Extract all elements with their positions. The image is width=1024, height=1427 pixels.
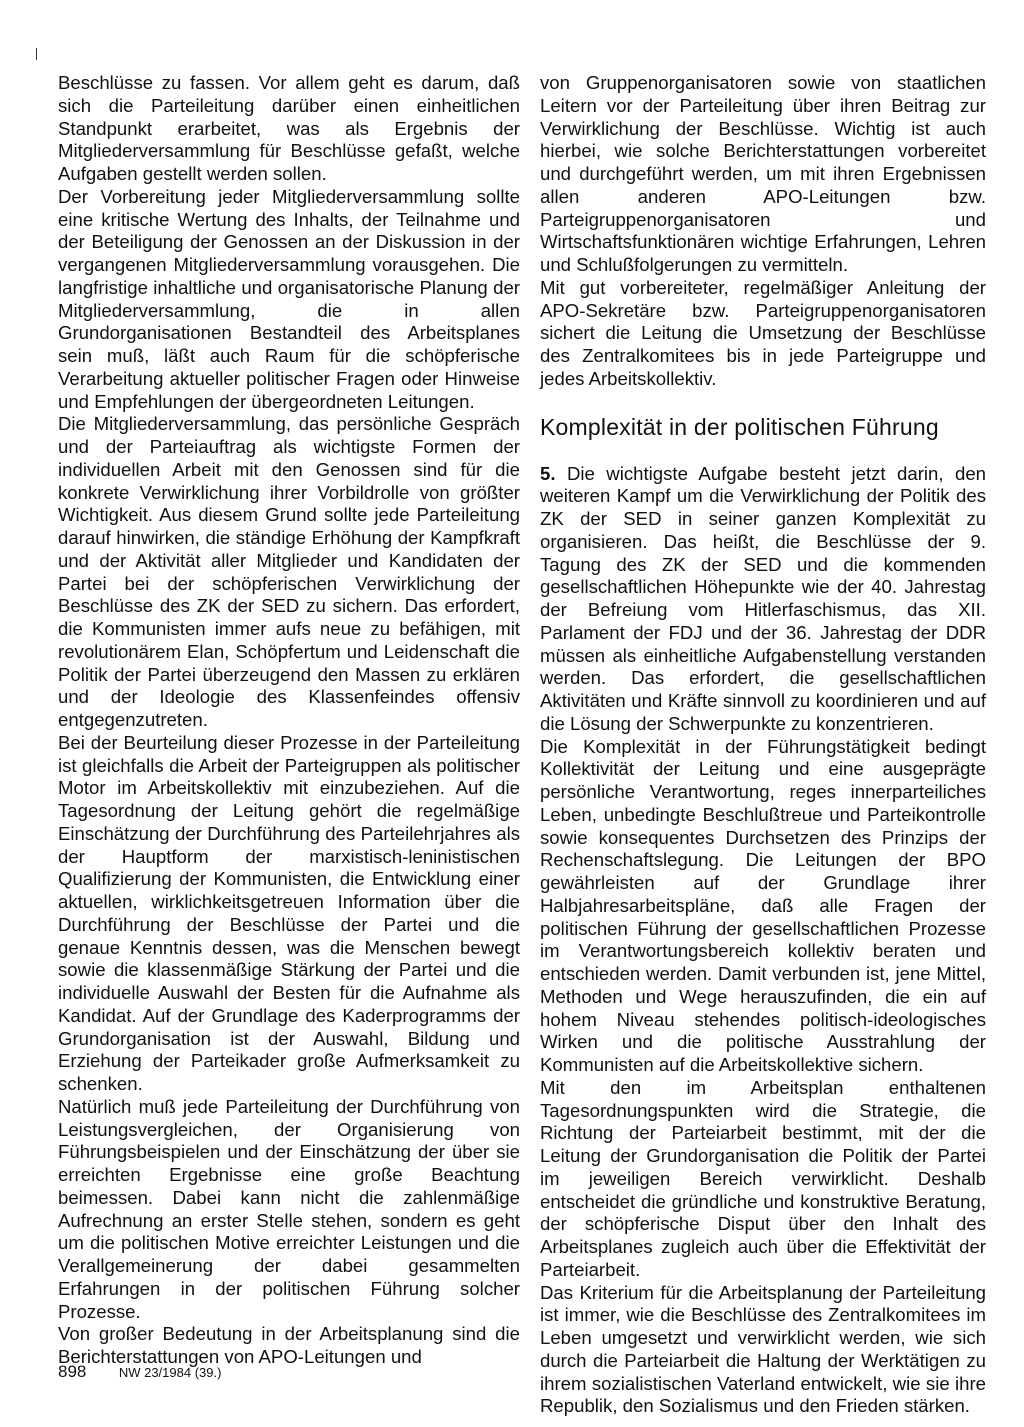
paragraph-number: 5.	[540, 462, 556, 484]
paragraph: Natürlich muß jede Parteileitung der Durchführung von Leistungsvergleichen, der Organisierung von Führungsbeispielen und der Einschätzung der über sie erreichten Ergebnisse eine große Beachtung beimessen. Dabei kann nicht die zahlenmäßige Aufrechnung an erster Stelle stehen, sondern es geht um die politischen Motive erreichter Leistungen und die Verallgemeinerung der dabei gesammelten Erfahrungen in der politischen Führung solcher Prozesse.	[58, 1095, 520, 1322]
paragraph: Das Kriterium für die Arbeitsplanung der Parteileitung ist immer, wie die Beschlüsse des Zentralkomitees im Leben umgesetzt und verwirklicht werden, wie sich durch die Parteiarbeit die Haltung der Werktätigen zu ihrem sozialistischen Vaterland entwickelt, wie sie ihre Republik, den Sozialismus und den Frieden stärken.	[540, 1281, 986, 1417]
issue-reference: NW 23/1984 (39.)	[118, 1365, 222, 1380]
scan-speck	[36, 48, 37, 60]
paragraph: Von großer Bedeutung in der Arbeitsplanung sind die Berichterstattungen von APO-Leitungen und	[58, 1323, 520, 1367]
section-heading: Komplexität in der politischen Führung	[540, 413, 939, 440]
paragraph: von Gruppenorganisatoren sowie von staatlichen Leitern vor der Parteileitung über ihren Beitrag zur Verwirklichung der Beschlüsse. Wichtig ist auch hierbei, wie solche Berichterstattungen vorbereitet und durchgeführt werden, um mit ihren Ergebnissen allen anderen APO-Leitungen bzw. Parteigruppenorganisatoren und Wirtschaftsfunktionären wichtige Erfahrungen, Lehren und Schlußfolgerungen zu vermitteln.	[540, 72, 986, 275]
page-footer	[58, 1362, 458, 1383]
paragraph: Beschlüsse zu fassen. Vor allem geht es darum, daß sich die Parteileitung darüber einen einheitlichen Standpunkt erarbeitet, was als Ergebnis der Mitgliederversammlung für Beschlüsse gefaßt, welche Aufgaben gestellt werden sollen.	[58, 72, 520, 184]
left-column	[58, 72, 520, 1369]
numbered-paragraph	[540, 463, 986, 736]
paragraph: Mit gut vorbereiteter, regelmäßiger Anleitung der APO-Sekretäre bzw. Parteigruppenorganisatoren sichert die Leitung die Umsetzung der Beschlüsse des Zentralkomitees bis in jede Parteigruppe und jedes Arbeitskollektiv.	[540, 276, 986, 389]
paragraph: Die Mitgliederversammlung, das persönliche Gespräch und der Parteiauftrag als wichtigste Formen der individuellen Arbeit mit den Genossen sind für die konkrete Verwirklichung ihrer Vorbildrolle von größter Wichtigkeit. Aus diesem Grund sollte jede Parteileitung darauf hinwirken, die ständige Erhöhung der Kampfkraft und der Aktivität aller Mitglieder und Kandidaten der Partei bei der schöpferischen Verwirklichung der Beschlüsse des ZK der SED zu sichern. Das erfordert, die Kommunisten immer aufs neue zu befähigen, mit revolutionärem Elan, Schöpfertum und Leidenschaft die Politik der Partei überzeugend den Massen zu erklären und der Ideologie des Klassenfeindes offensiv entgegenzutreten.	[58, 413, 520, 730]
paragraph: Mit den im Arbeitsplan enthaltenen Tagesordnungspunkten wird die Strategie, die Richtung der Parteiarbeit bestimmt, mit der die Leitung der Grundorganisation die Politik der Partei im jeweiligen Bereich verwirklicht. Deshalb entscheidet die gründliche und konstruktive Beratung, der schöpferische Disput über den Inhalt des Arbeitsplanes zugleich auch über die Effektivität der Parteiarbeit.	[540, 1076, 986, 1280]
page-number: 898	[58, 1362, 87, 1381]
paragraph: Die Komplexität in der Führungstätigkeit bedingt Kollektivität der Leitung und eine ausgeprägte persönliche Verantwortung, reges innerparteiliches Leben, unbedingte Beschlußtreue und Parteikontrolle sowie konsequentes Durchsetzen des Prinzips der Rechenschaftslegung. Die Leitungen der BPO gewährleisten auf der Grundlage ihrer Halbjahresarbeitspläne, daß alle Fragen der politischen Führung der gesellschaftlichen Prozesse im Verantwortungsbereich kollektiv beraten und entschieden werden. Damit verbunden ist, jene Mittel, Methoden und Wege herauszufinden, die ein auf hohem Niveau stehendes politisch-ideologisches Wirken und die politische Ausstrahlung der Kommunisten auf die Arbeitskollektive sichern.	[540, 735, 986, 1075]
paragraph-text: Die wichtigste Aufgabe besteht jetzt darin, den weiteren Kampf um die Verwirklichung der Politik des ZK der SED in seiner ganzen Komplexität zu organisieren. Das heißt, die Beschlüsse der 9. Tagung des ZK der SED und die kommenden gesellschaftlichen Höhepunkte wie der 40. Jahrestag der Befreiung vom Hitlerfaschismus, das XII. Parlament der FDJ und der 36. Jahrestag der DDR müssen als einheitliche Aufgabenstellung verstanden werden. Das erfordert, die gesellschaftlichen Aktivitäten und Kräfte sinnvoll zu koordinieren und auf die Lösung der Schwerpunkte zu konzentrieren.	[540, 462, 986, 734]
paragraph: Bei der Beurteilung dieser Prozesse in der Parteileitung ist gleichfalls die Arbeit der Parteigruppen als politischer Motor im Arbeitskollektiv mit einzubeziehen. Auf die Tagesordnung der Leitung gehört die regelmäßige Einschätzung der Durchführung des Parteilehrjahres als der Hauptform der marxistisch-leninistischen Qualifizierung der Kommunisten, die Entwicklung einer aktuellen, wirklichkeitsgetreuen Information über die Durchführung der Beschlüsse der Partei und die genaue Kenntnis dessen, was die Menschen bewegt sowie die klassenmäßige Stärkung der Partei und die individuelle Auswahl der Besten für die Aufnahme als Kandidat. Auf der Grundlage des Kaderprogramms der Grundorganisation ist der Auswahl, Bildung und Erziehung der Parteikader große Aufmerksamkeit zu schenken.	[58, 731, 520, 1094]
paragraph: Der Vorbereitung jeder Mitgliederversammlung sollte eine kritische Wertung des Inhalts, der Teilnahme und der Beteiligung der Genossen an der Diskussion in der vergangenen Mitgliederversammlung vorausgehen. Die langfristige inhaltliche und organisatorische Planung der Mitgliederversammlung, die in allen Grundorganisationen Bestandteil des Arbeitsplanes sein muß, läßt auch Raum für die schöpferische Verarbeitung aktueller politischer Fragen oder Hinweise und Empfehlungen der übergeordneten Leitungen.	[58, 185, 520, 412]
right-column	[540, 72, 986, 1418]
